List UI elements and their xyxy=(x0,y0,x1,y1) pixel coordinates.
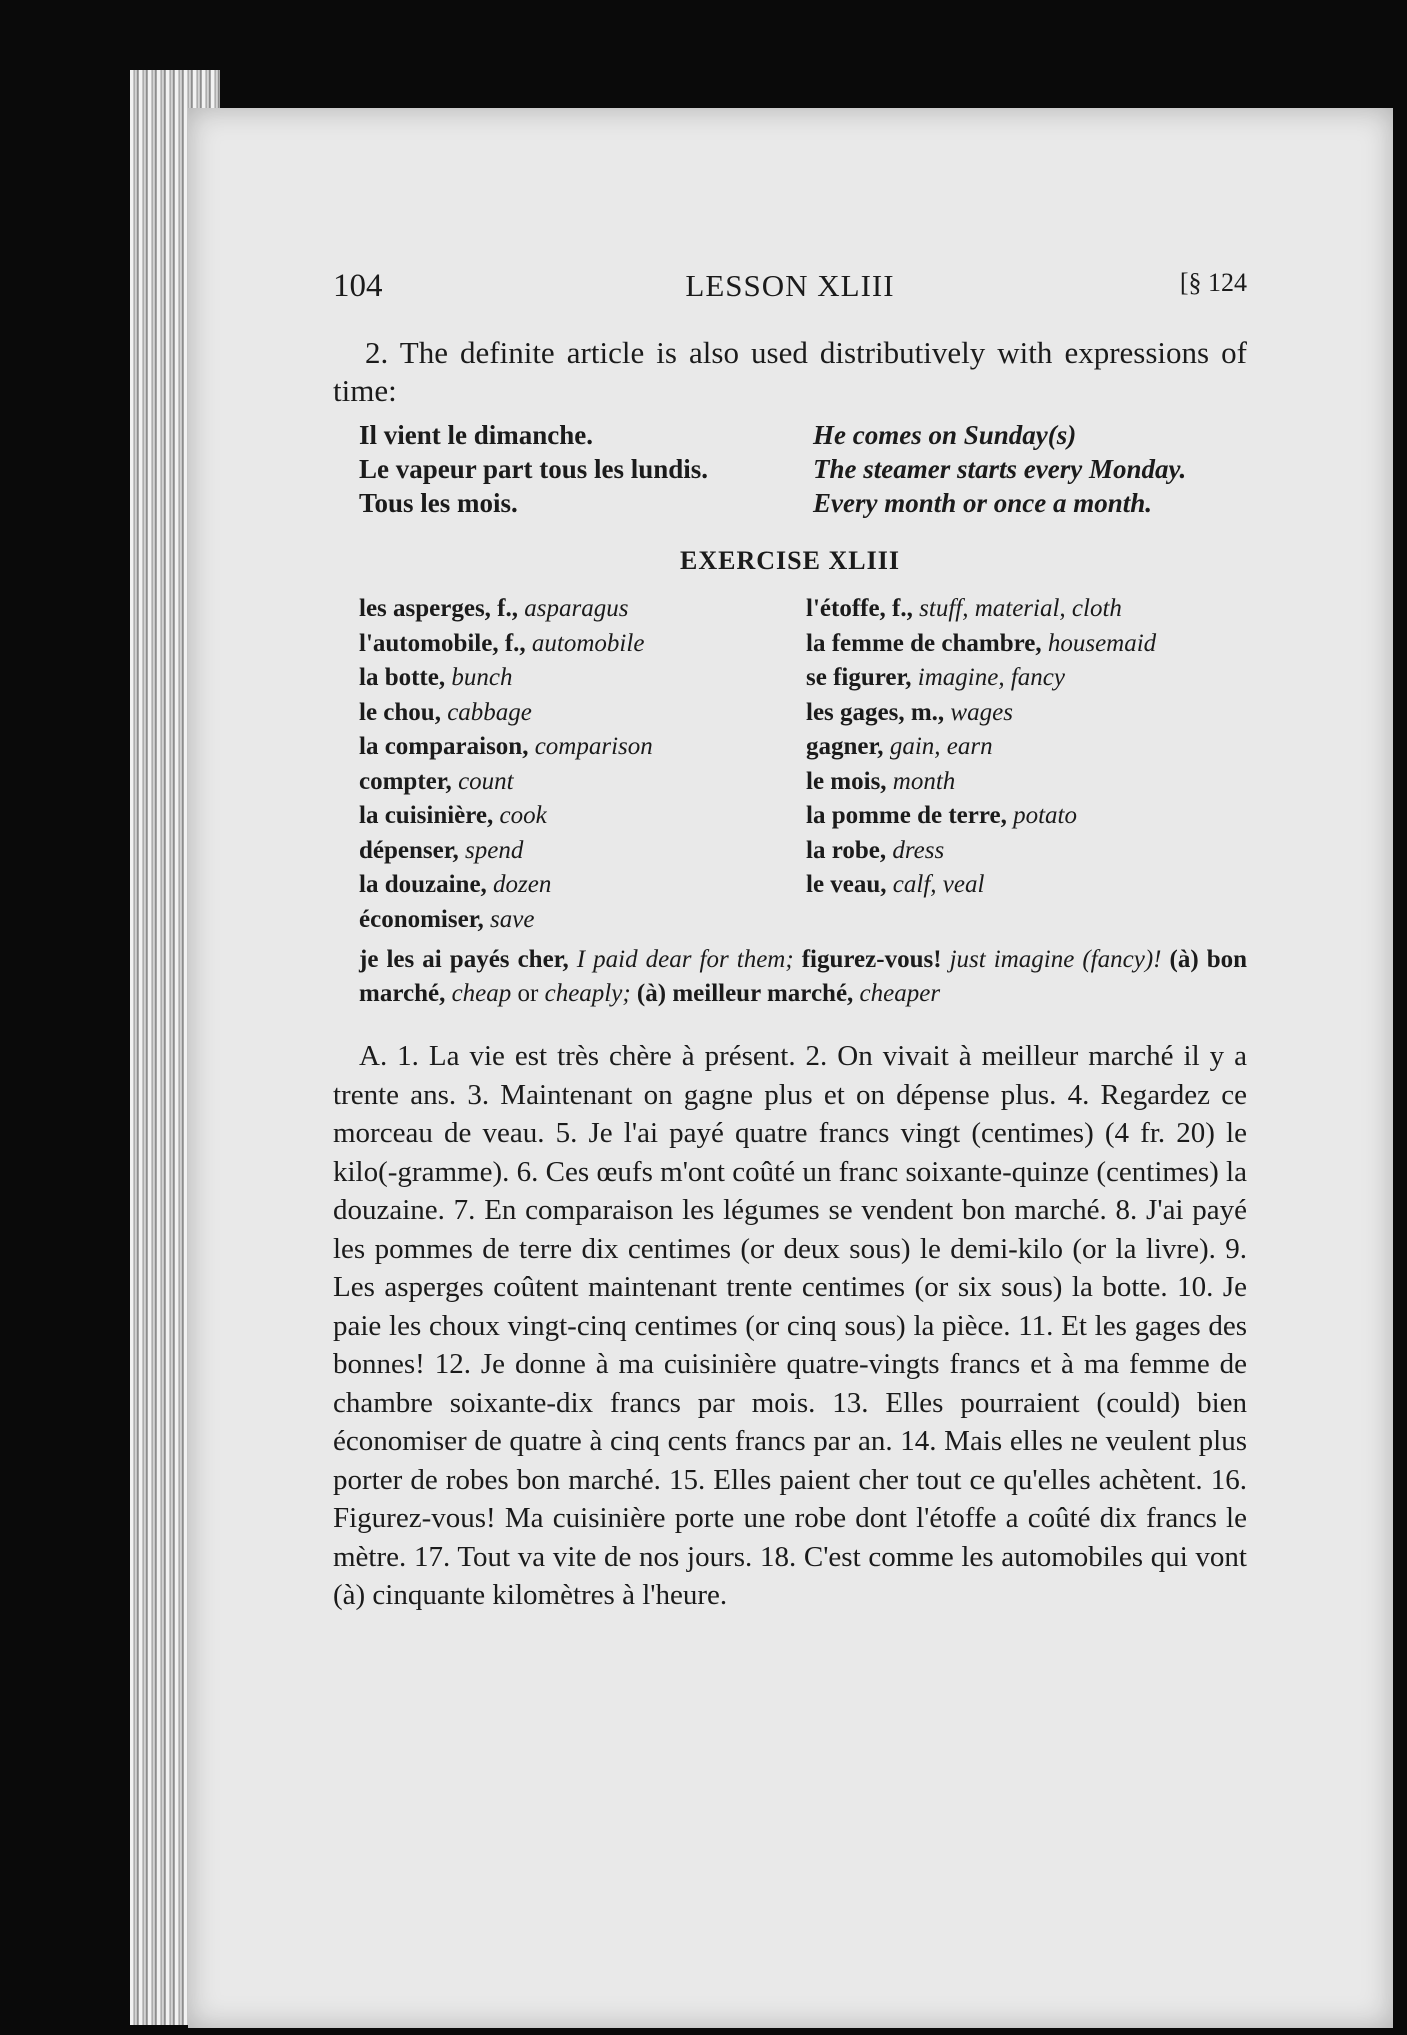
vocab-gloss: gain, earn xyxy=(889,733,993,760)
vocab-gloss: dozen xyxy=(493,871,552,898)
vocab-item xyxy=(806,799,1156,834)
example-list xyxy=(359,418,1247,520)
vocab-item xyxy=(806,834,1156,869)
vocab-term: la douzaine, xyxy=(359,871,487,898)
vocab-gloss: save xyxy=(490,905,535,933)
vocab-gloss: spend xyxy=(465,836,524,864)
vocab-term: le mois, xyxy=(806,767,887,795)
vocab-term: les asperges, f., xyxy=(359,595,518,622)
vocab-item xyxy=(359,868,653,903)
phrase-fr: (à) meilleur marché, xyxy=(636,980,854,1007)
phrase-fr: (à) bon marché, xyxy=(359,946,1248,1007)
vocab-gloss: stuff, material, cloth xyxy=(919,595,1122,622)
page-header xyxy=(333,268,1247,308)
vocab-term: la robe, xyxy=(806,836,887,864)
grammar-rule: 2. The definite article is also used distributively with expressions of time: xyxy=(333,335,1247,408)
phrase-en: I paid dear for them; xyxy=(576,946,794,973)
phrase-en: cheaply; xyxy=(544,980,631,1007)
lesson-title: LESSON XLIII xyxy=(685,268,895,303)
vocab-item xyxy=(806,696,1156,731)
vocab-gloss: cook xyxy=(499,802,547,829)
example-fr: Le vapeur part tous les lundis. xyxy=(359,454,709,484)
vocab-gloss: dress xyxy=(892,836,945,864)
vocab-term: l'automobile, f., xyxy=(359,629,526,657)
idiom-phrases xyxy=(359,943,1247,1011)
example-en: Every month or once a month. xyxy=(813,488,1153,518)
vocab-item xyxy=(806,765,1156,800)
vocab-item xyxy=(359,730,653,765)
vocab-item xyxy=(806,730,1156,765)
example-row xyxy=(359,486,1247,520)
phrase-or: or xyxy=(517,980,539,1007)
vocab-item xyxy=(359,592,653,627)
vocab-gloss: housemaid xyxy=(1047,629,1157,657)
vocab-gloss: comparison xyxy=(534,733,653,760)
vocab-gloss: automobile xyxy=(531,629,645,657)
example-en: He comes on Sunday(s) xyxy=(813,420,1077,450)
vocab-term: gagner, xyxy=(806,733,884,760)
vocab-item xyxy=(806,868,1156,903)
vocab-item xyxy=(359,799,653,834)
vocab-gloss: calf, veal xyxy=(892,871,985,898)
section-ref: [§ 124 xyxy=(1179,268,1247,297)
vocab-term: la femme de chambre, xyxy=(806,629,1042,657)
vocab-item xyxy=(359,627,653,662)
vocab-gloss: wages xyxy=(950,698,1013,726)
vocab-column-right xyxy=(806,592,1156,903)
vocab-term: économiser, xyxy=(359,905,484,933)
vocab-item xyxy=(359,661,653,696)
vocab-item xyxy=(359,765,653,800)
vocab-term: l'étoffe, f., xyxy=(806,595,913,622)
vocab-item xyxy=(359,834,653,869)
phrase-fr: figurez-vous! xyxy=(801,946,942,973)
page-number: 104 xyxy=(333,268,383,304)
vocab-gloss: cabbage xyxy=(447,698,532,726)
exercise-a-text xyxy=(333,1037,1247,1615)
example-fr: Il vient le dimanche. xyxy=(359,420,593,450)
vocab-item xyxy=(359,696,653,731)
vocab-term: les gages, m., xyxy=(806,698,945,726)
phrase-en: just imagine (fancy)! xyxy=(949,946,1162,973)
vocab-item xyxy=(806,661,1156,696)
vocab-gloss: asparagus xyxy=(524,595,629,622)
vocab-gloss: count xyxy=(458,767,514,795)
vocab-gloss: imagine, fancy xyxy=(917,664,1065,691)
vocab-term: la botte, xyxy=(359,664,446,691)
phrase-en: cheap xyxy=(451,980,512,1007)
example-row xyxy=(359,452,1247,486)
vocab-item xyxy=(806,627,1156,662)
example-en: The steamer starts every Monday. xyxy=(813,454,1187,484)
page-content xyxy=(333,268,1247,1615)
phrase-en: cheaper xyxy=(859,980,941,1007)
vocab-term: la comparaison, xyxy=(359,733,529,760)
vocab-term: la pomme de terre, xyxy=(806,802,1007,829)
book-page xyxy=(188,108,1393,2028)
vocab-term: le veau, xyxy=(806,871,887,898)
vocab-item xyxy=(806,592,1156,627)
vocab-term: le chou, xyxy=(359,698,441,726)
vocab-gloss: month xyxy=(892,767,956,795)
example-fr: Tous les mois. xyxy=(359,488,518,518)
phrase-fr: je les ai payés cher, xyxy=(359,946,569,973)
exercise-title: EXERCISE XLIII xyxy=(680,546,900,575)
exercise-a-body: A. 1. La vie est très chère à présent. 2. On vivait à meilleur marché il y a trente ans. 3. Maintenant on gagne plus et on dépense plus. 4. Regardez ce morceau de veau. 5. Je l'ai payé quatre francs vingt (centimes) (4 fr. 20) le kilo(-gramme). 6. Ces œufs m'ont coûté un franc soixante-quinze (centimes) la douzaine. 7. En comparaison les légumes se vendent bon marché. 8. J'ai payé les pommes de terre dix centimes (or deux sous) le demi-kilo (or la livre). 9. Les asperges coûtent maintenant trente centimes (or six sous) la botte. 10. Je paie les choux vingt-cinq centimes (or cinq sous) la pièce. 11. Et les gages des bonnes! 12. Je donne à ma cuisinière quatre-vingts francs et à ma femme de chambre soixante-dix francs par mois. 13. Elles pourraient (could) bien économiser de quatre à cinq cents francs par an. 14. Mais elles ne veulent plus porter de robes bon marché. 15. Elles paient cher tout ce qu'elles achètent. 16. Figurez-vous! Ma cuisinière porte une robe dont l'étoffe a coûté dix francs le mètre. 17. Tout va vite de nos jours. 18. C'est comme les automobiles qui vont (à) cinquante kilomètres à l'heure. xyxy=(333,1040,1247,1611)
vocab-term: se figurer, xyxy=(806,664,912,691)
vocab-gloss: bunch xyxy=(451,664,513,691)
vocab-term: compter, xyxy=(359,767,452,795)
vocab-column-left xyxy=(359,592,653,937)
vocabulary-list xyxy=(359,592,1247,937)
example-row xyxy=(359,418,1247,452)
vocab-gloss: potato xyxy=(1013,802,1078,829)
vocab-term: la cuisinière, xyxy=(359,802,494,829)
vocab-item xyxy=(359,903,653,938)
vocab-term: dépenser, xyxy=(359,836,459,864)
